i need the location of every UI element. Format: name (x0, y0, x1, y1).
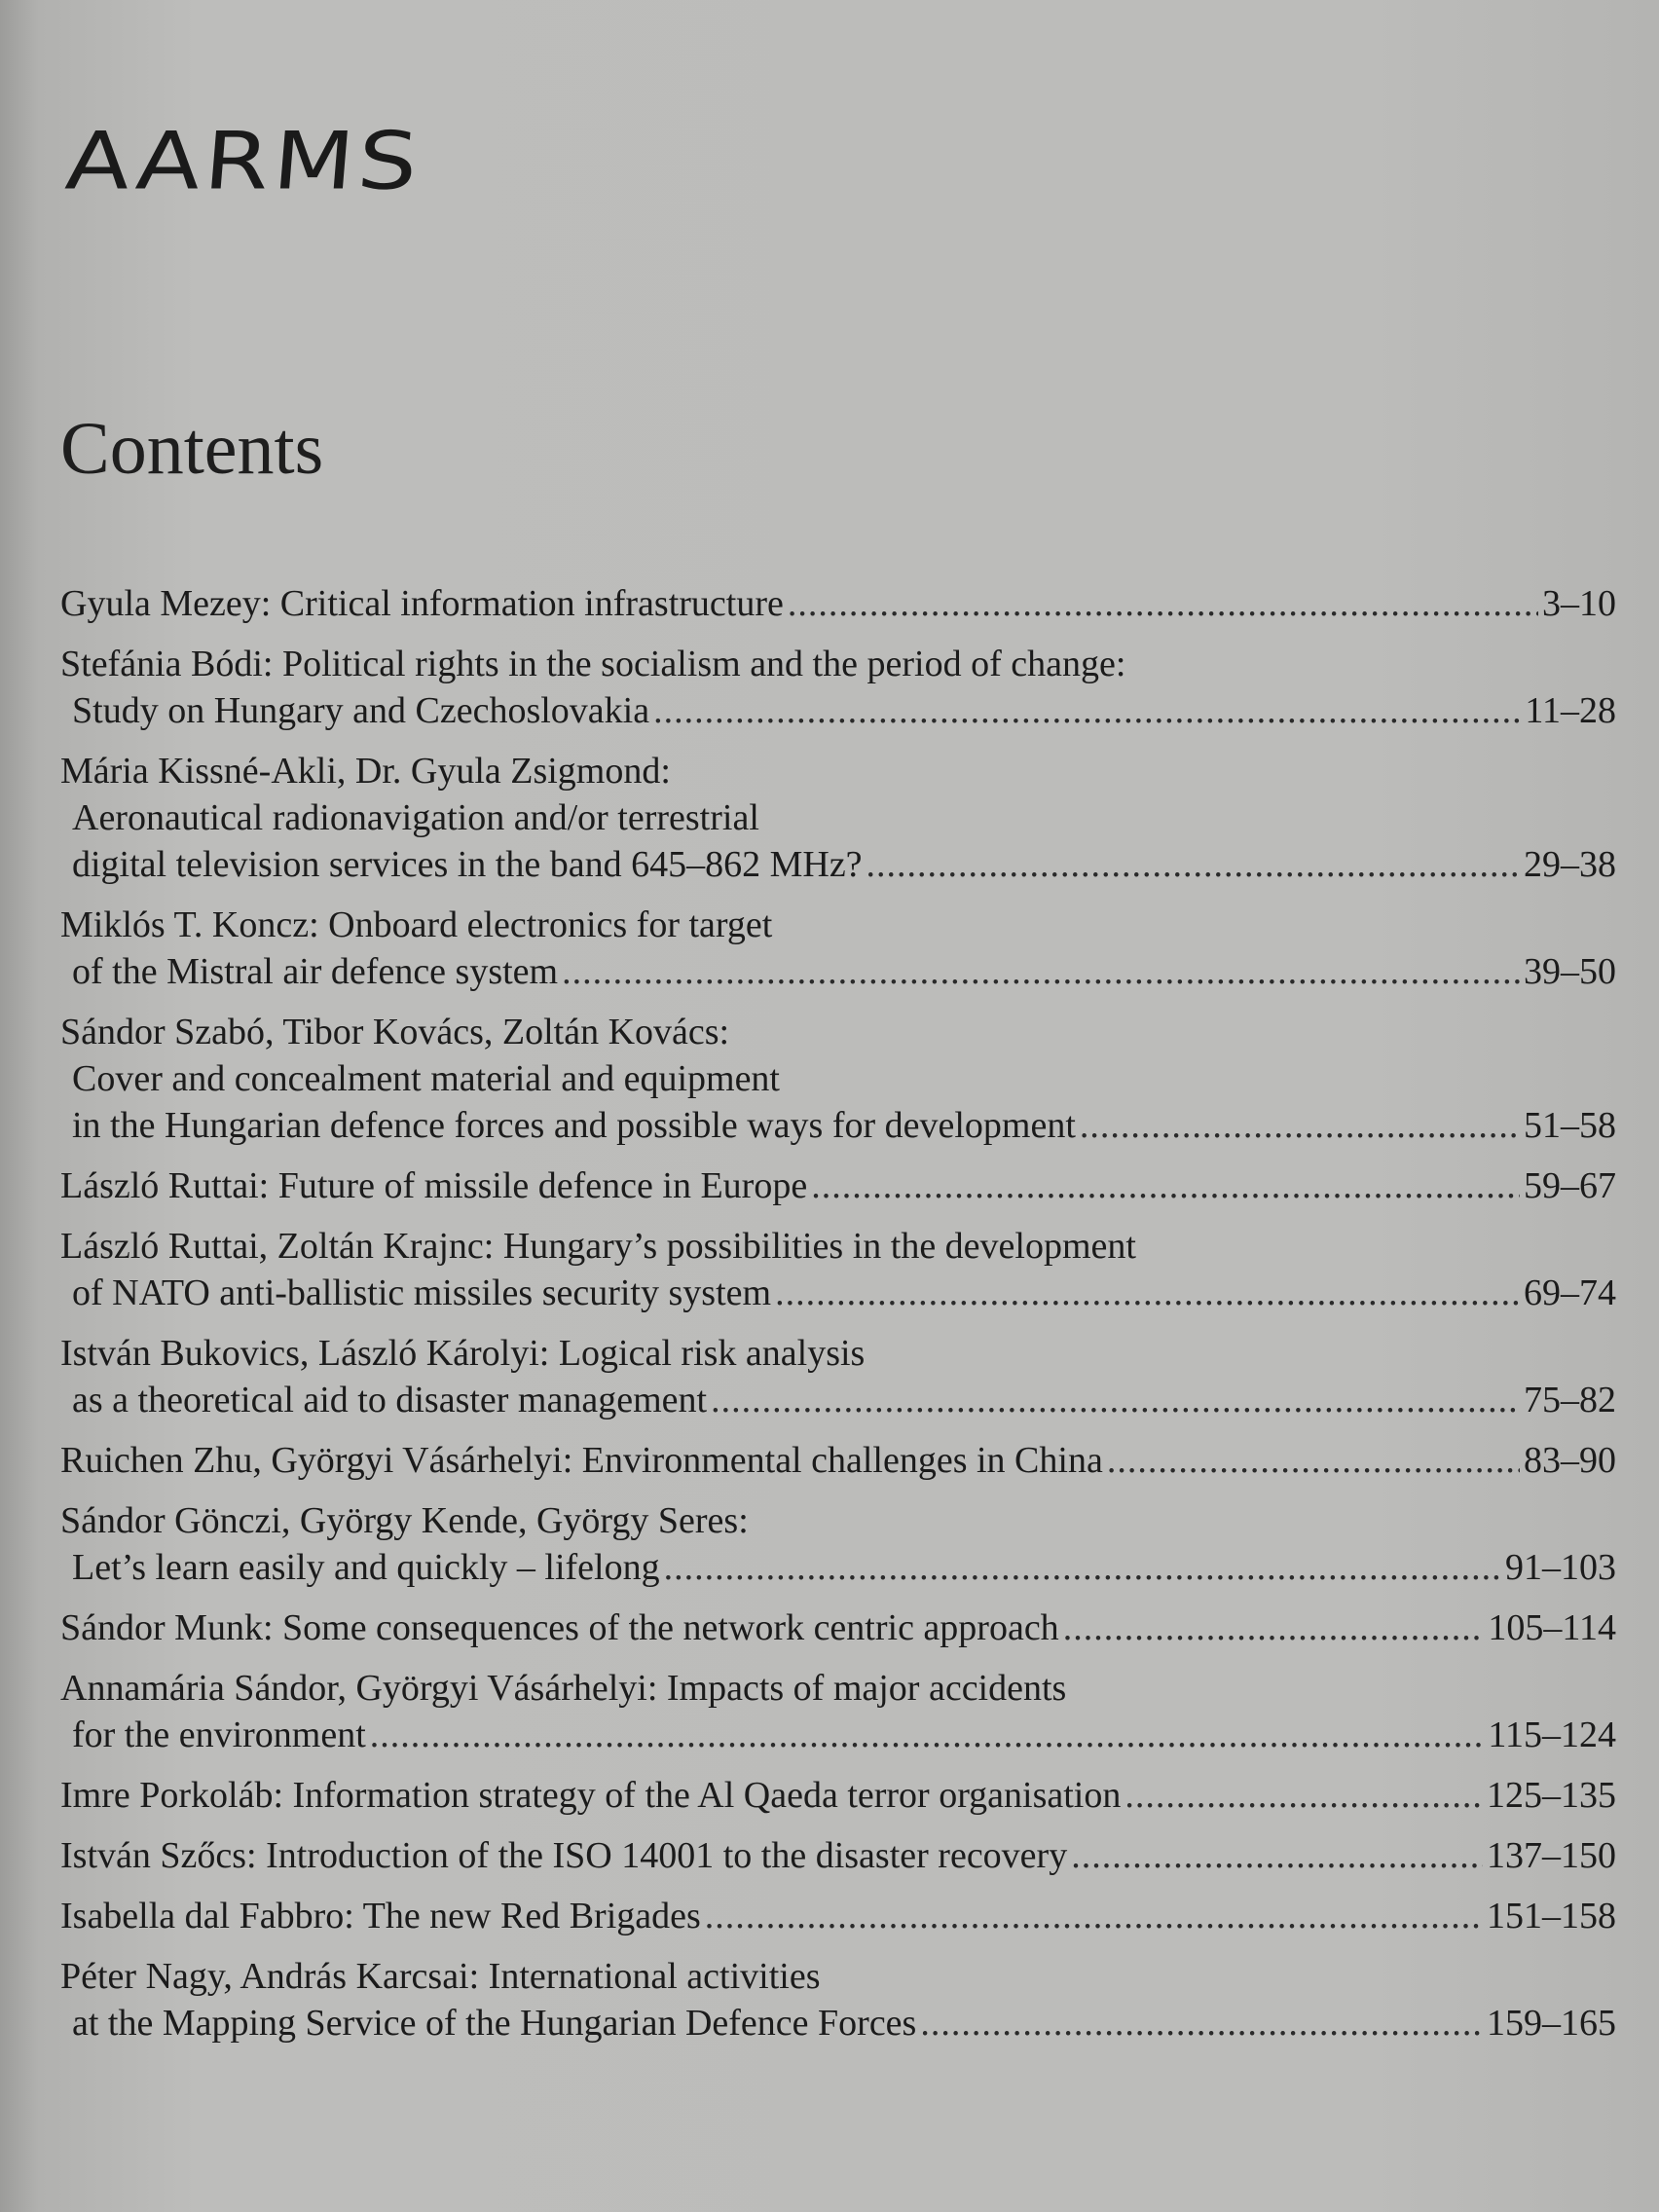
toc-entry-line (60, 794, 1616, 841)
toc-entry-last-line (60, 1270, 1616, 1316)
toc-entry (60, 748, 1616, 888)
toc-entry (60, 1772, 1616, 1819)
toc-entry-line (60, 1497, 1616, 1544)
page-title: Contents (60, 408, 324, 490)
toc-entry-pages: 159–165 (1487, 2003, 1616, 2044)
toc-entry (60, 641, 1616, 734)
toc-entry-line (60, 1330, 1616, 1377)
toc-entry-last-line (60, 1712, 1616, 1758)
toc-entry-last-line (60, 948, 1616, 995)
toc-entry-pages: 3–10 (1542, 583, 1616, 624)
toc-entry-pages: 83–90 (1524, 1440, 1616, 1481)
toc-entry-text: Gyula Mezey: Critical information infrastructure (60, 583, 784, 624)
toc-entry-text: Sándor Munk: Some consequences of the network centric approach (60, 1607, 1059, 1648)
toc-entry (60, 1437, 1616, 1484)
toc-entry-pages: 29–38 (1524, 844, 1616, 885)
toc-entry-pages: 137–150 (1487, 1835, 1616, 1876)
toc-entry-pages: 105–114 (1488, 1607, 1616, 1648)
toc-entry-text: Imre Porkoláb: Information strategy of the Al Qaeda terror organisation (60, 1775, 1122, 1816)
toc-entry-line (60, 1223, 1616, 1270)
toc-entry (60, 1832, 1616, 1879)
toc-entry-last-line (60, 687, 1616, 734)
dot-leader (1107, 1437, 1520, 1484)
toc-entry-text: Ruichen Zhu, Györgyi Vásárhelyi: Environmental challenges in China (60, 1440, 1103, 1481)
dot-leader (562, 948, 1520, 995)
dot-leader (775, 1270, 1520, 1316)
toc-entry-line (60, 1665, 1616, 1712)
toc-entry-text: Mária Kissné-Akli, Dr. Gyula Zsigmond: (60, 751, 671, 792)
toc-entry-text: Let’s learn easily and quickly – lifelong (72, 1547, 660, 1588)
toc-entry-line (60, 1055, 1616, 1102)
toc-entry-pages: 91–103 (1505, 1547, 1616, 1588)
journal-logo: AARMS (62, 115, 425, 208)
toc-entry-last-line (60, 1604, 1616, 1651)
toc-entry-pages: 11–28 (1525, 690, 1616, 731)
toc-entry-last-line (60, 1377, 1616, 1423)
toc-entry-last-line (60, 580, 1616, 627)
dot-leader (1071, 1832, 1483, 1879)
toc-entry-text: Isabella dal Fabbro: The new Red Brigades (60, 1896, 701, 1936)
dot-leader (1124, 1772, 1483, 1819)
toc-entry (60, 1604, 1616, 1651)
toc-entry-text: at the Mapping Service of the Hungarian Defence Forces (72, 2003, 917, 2044)
toc-entry-last-line (60, 1772, 1616, 1819)
toc-entry-text: of the Mistral air defence system (72, 951, 559, 992)
dot-leader (664, 1544, 1501, 1591)
toc-entry-text: Péter Nagy, András Karcsai: International activities (60, 1956, 821, 1997)
toc-entry (60, 902, 1616, 995)
toc-entry (60, 1665, 1616, 1758)
dot-leader (866, 841, 1520, 888)
toc-entry-last-line (60, 1832, 1616, 1879)
toc-entry-pages: 59–67 (1524, 1165, 1616, 1206)
toc-entry (60, 1162, 1616, 1209)
toc-entry-line (60, 902, 1616, 948)
toc-entry-pages: 151–158 (1487, 1896, 1616, 1936)
toc-entry-text: as a theoretical aid to disaster management (72, 1380, 708, 1420)
toc-entry-text: of NATO anti-ballistic missiles security system (72, 1272, 772, 1313)
dot-leader (1080, 1102, 1520, 1149)
toc-entry-pages: 115–124 (1488, 1714, 1616, 1755)
toc-entry-pages: 69–74 (1524, 1272, 1616, 1313)
dot-leader (788, 580, 1538, 627)
toc-entry-pages: 39–50 (1524, 951, 1616, 992)
toc-entry-text: Aeronautical radionavigation and/or terrestrial (72, 797, 759, 838)
dot-leader (711, 1377, 1520, 1423)
toc-entry-last-line (60, 1437, 1616, 1484)
toc-entry-last-line (60, 2000, 1616, 2046)
dot-leader (705, 1893, 1483, 1939)
toc-entry-text: István Szőcs: Introduction of the ISO 14001 to the disaster recovery (60, 1835, 1068, 1876)
toc-entry-line (60, 641, 1616, 687)
toc-entry-text: István Bukovics, László Károlyi: Logical risk analysis (60, 1333, 866, 1374)
toc-entry-last-line (60, 1162, 1616, 1209)
toc-entry-last-line (60, 1102, 1616, 1149)
toc-entry (60, 580, 1616, 627)
toc-entry-pages: 75–82 (1524, 1380, 1616, 1420)
toc-entry-text: László Ruttai, Zoltán Krajnc: Hungary’s possibilities in the development (60, 1226, 1136, 1267)
dot-leader (920, 2000, 1483, 2046)
toc-entry (60, 1009, 1616, 1149)
dot-leader (653, 687, 1521, 734)
table-of-contents (60, 580, 1616, 2060)
dot-leader (1063, 1604, 1485, 1651)
toc-entry-line (60, 748, 1616, 794)
toc-entry-pages: 125–135 (1487, 1775, 1616, 1816)
toc-entry-text: László Ruttai: Future of missile defence in Europe (60, 1165, 808, 1206)
toc-entry-last-line (60, 1893, 1616, 1939)
toc-entry-last-line (60, 841, 1616, 888)
toc-entry (60, 1330, 1616, 1423)
toc-entry-text: Miklós T. Koncz: Onboard electronics for target (60, 904, 773, 945)
toc-entry-text: digital television services in the band 645–862 MHz? (72, 844, 863, 885)
toc-entry-text: Cover and concealment material and equipment (72, 1058, 780, 1099)
toc-entry-text: Stefánia Bódi: Political rights in the socialism and the period of change: (60, 644, 1126, 684)
dot-leader (811, 1162, 1520, 1209)
dot-leader (370, 1712, 1485, 1758)
toc-entry-text: Annamária Sándor, Györgyi Vásárhelyi: Impacts of major accidents (60, 1668, 1067, 1709)
toc-entry (60, 1497, 1616, 1591)
toc-entry-text: in the Hungarian defence forces and possible ways for development (72, 1105, 1076, 1146)
toc-entry-text: Sándor Gönczi, György Kende, György Seres: (60, 1500, 749, 1541)
toc-entry-text: for the environment (72, 1714, 366, 1755)
toc-entry-pages: 51–58 (1524, 1105, 1616, 1146)
toc-entry (60, 1953, 1616, 2046)
toc-entry-text: Sándor Szabó, Tibor Kovács, Zoltán Kovács: (60, 1012, 730, 1052)
toc-entry-line (60, 1009, 1616, 1055)
toc-entry-line (60, 1953, 1616, 2000)
toc-entry-text: Study on Hungary and Czechoslovakia (72, 690, 650, 731)
toc-entry-last-line (60, 1544, 1616, 1591)
toc-entry (60, 1893, 1616, 1939)
toc-entry (60, 1223, 1616, 1316)
